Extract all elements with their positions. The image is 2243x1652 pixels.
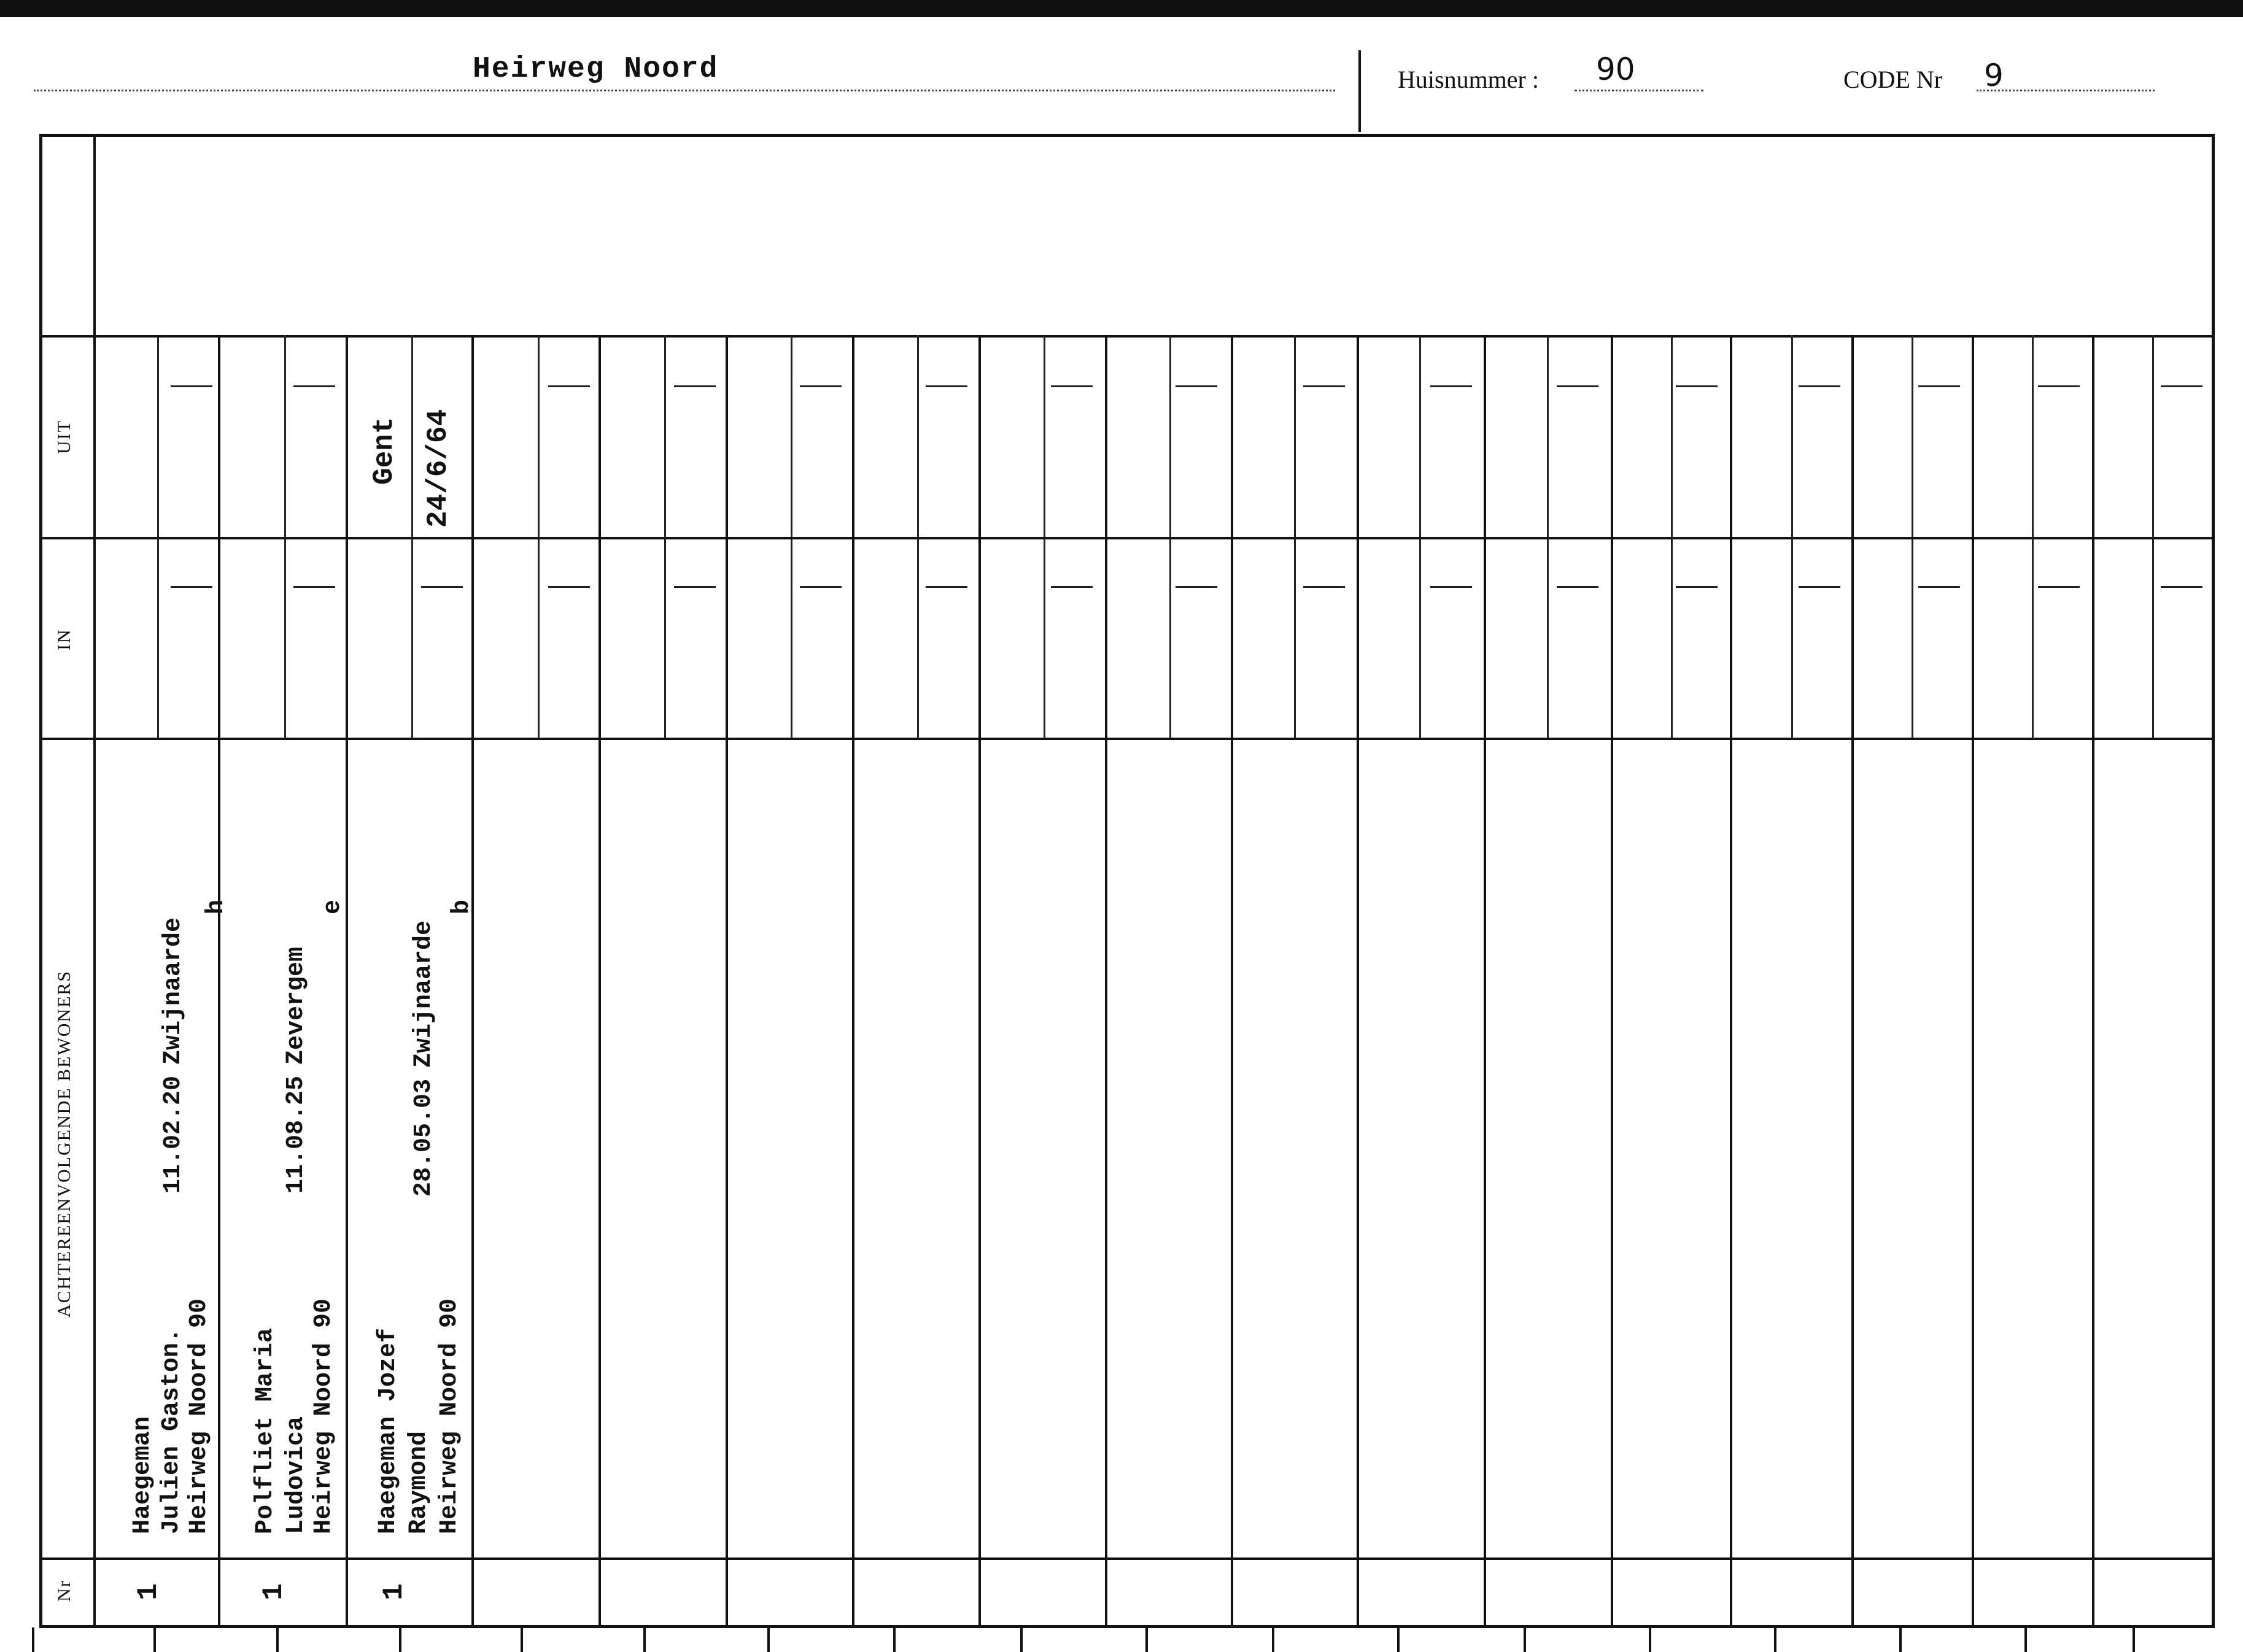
subcol-divider <box>284 335 286 738</box>
resident-surname: Polfliet Maria <box>252 1327 279 1534</box>
bottom-tick <box>1145 1627 1148 1652</box>
col-divider <box>346 335 348 1626</box>
resident-suffix: b <box>448 899 476 914</box>
house-number-label: Huisnummer : <box>1398 66 1539 93</box>
label-column-divider <box>93 136 96 1626</box>
resident-surname: Haegeman Jozef <box>374 1327 402 1534</box>
empty-mark <box>293 586 335 588</box>
empty-mark <box>1430 586 1472 588</box>
resident-surname: Haegeman <box>129 1416 157 1534</box>
uit-date: 24/6/64 <box>422 409 454 528</box>
resident-birth-date: 11.02.20 <box>160 1075 187 1194</box>
bottom-tick <box>2024 1627 2027 1652</box>
empty-mark <box>1557 586 1598 588</box>
empty-mark <box>548 385 590 387</box>
empty-mark <box>674 586 716 588</box>
bottom-tick <box>521 1627 523 1652</box>
col-divider <box>218 335 220 1626</box>
col-divider <box>1484 335 1486 1626</box>
bottom-tick <box>1899 1627 1902 1652</box>
resident-nr: 1 <box>378 1583 410 1600</box>
empty-mark <box>1918 385 1960 387</box>
bottom-tick <box>2133 1627 2135 1652</box>
resident-given-names: Ludovica <box>282 1416 310 1534</box>
col-divider <box>1851 335 1854 1626</box>
bottom-tick <box>399 1627 401 1652</box>
empty-mark <box>926 586 967 588</box>
col-divider <box>726 335 728 1626</box>
empty-mark <box>1303 385 1345 387</box>
col-divider <box>1611 335 1613 1626</box>
section-label-uit: UIT <box>54 420 74 454</box>
resident-birth-place: Zwijnaarde <box>410 920 438 1068</box>
subcol-divider <box>1671 335 1673 738</box>
bottom-tick <box>1649 1627 1651 1652</box>
empty-mark <box>800 586 842 588</box>
col-divider <box>978 335 981 1626</box>
resident-nr: 1 <box>257 1583 290 1600</box>
empty-mark <box>674 385 716 387</box>
header-divider <box>1358 50 1361 132</box>
empty-mark <box>800 385 842 387</box>
subcol-divider <box>1791 335 1793 738</box>
bottom-tick <box>1774 1627 1776 1652</box>
section-label-in: IN <box>54 628 74 650</box>
divider-top-uit-label <box>42 335 95 338</box>
empty-mark <box>2161 385 2202 387</box>
street-name: Heirweg Noord <box>473 53 719 86</box>
subcol-divider <box>664 335 666 738</box>
bottom-tick <box>1020 1627 1023 1652</box>
house-number-value: 90 <box>1596 52 1635 87</box>
subcol-divider <box>538 335 540 738</box>
resident-birth-place: Zevergem <box>282 946 310 1065</box>
section-label-bewoners: ACHTEREENVOLGENDE BEWONERS <box>54 970 74 1318</box>
resident-address: Heirweg Noord 90 <box>185 1298 213 1534</box>
empty-mark <box>926 385 967 387</box>
empty-mark <box>2038 586 2080 588</box>
bottom-tick <box>32 1627 34 1652</box>
empty-mark <box>1303 586 1345 588</box>
bottom-tick <box>1272 1627 1274 1652</box>
code-dots <box>1977 90 2155 91</box>
subcol-divider <box>1547 335 1549 738</box>
bottom-tick <box>643 1627 646 1652</box>
col-divider <box>852 335 854 1626</box>
empty-mark <box>548 586 590 588</box>
resident-suffix: h <box>203 899 230 914</box>
empty-mark <box>1557 385 1598 387</box>
section-label-nr: Nr <box>54 1580 74 1602</box>
resident-suffix: e <box>319 899 347 914</box>
empty-mark <box>1051 385 1093 387</box>
empty-mark <box>2038 385 2080 387</box>
col-divider <box>2092 335 2094 1626</box>
subcol-divider <box>2152 335 2154 738</box>
register-form <box>39 134 2215 1628</box>
bottom-tick <box>893 1627 896 1652</box>
bottom-tick <box>1397 1627 1400 1652</box>
divider-bewoners-nr <box>42 1557 2212 1560</box>
subcol-divider <box>157 335 159 738</box>
resident-address: Heirweg Noord 90 <box>436 1298 463 1534</box>
empty-mark <box>1676 586 1718 588</box>
subcol-divider <box>1044 335 1045 738</box>
resident-birth-date: 28.05.03 <box>410 1078 438 1197</box>
subcol-divider <box>1419 335 1421 738</box>
empty-mark <box>2161 586 2202 588</box>
uit-place: Gent <box>368 417 400 485</box>
empty-mark <box>1676 385 1718 387</box>
empty-mark <box>171 586 212 588</box>
empty-mark <box>1799 385 1840 387</box>
code-value: 9 <box>1984 58 2004 93</box>
divider-in-bewoners <box>42 738 2212 740</box>
subcol-divider <box>2032 335 2034 738</box>
bottom-tick <box>1524 1627 1526 1652</box>
empty-mark <box>1799 586 1840 588</box>
resident-address: Heirweg Noord 90 <box>310 1298 338 1534</box>
col-divider <box>1972 335 1974 1626</box>
empty-mark <box>421 586 463 588</box>
empty-mark <box>1430 385 1472 387</box>
resident-birth-date: 11.08.25 <box>282 1075 310 1194</box>
bottom-tick <box>276 1627 279 1652</box>
col-divider <box>599 335 601 1626</box>
house-number-dots <box>1575 90 1703 91</box>
scan-top-border <box>0 0 2243 17</box>
resident-given-names: Julien Gaston. <box>158 1327 185 1534</box>
col-divider <box>1730 335 1732 1626</box>
empty-mark <box>1176 586 1217 588</box>
subcol-divider <box>1912 335 1913 738</box>
resident-given-names: Raymond <box>405 1430 433 1534</box>
resident-birth-place: Zwijnaarde <box>160 917 187 1065</box>
bottom-tick <box>153 1627 156 1652</box>
divider-uit-in <box>42 537 2212 539</box>
subcol-divider <box>411 335 413 738</box>
subcol-divider <box>791 335 792 738</box>
empty-mark <box>171 385 212 387</box>
col-divider <box>471 335 474 1626</box>
col-divider <box>1231 335 1233 1626</box>
empty-mark <box>1176 385 1217 387</box>
code-label: CODE Nr <box>1843 66 1943 93</box>
subcol-divider <box>1294 335 1296 738</box>
empty-mark <box>293 385 335 387</box>
resident-nr: 1 <box>132 1583 165 1600</box>
empty-mark <box>1918 586 1960 588</box>
bottom-tick <box>767 1627 770 1652</box>
col-divider <box>1105 335 1107 1626</box>
subcol-divider <box>1169 335 1171 738</box>
street-underline <box>34 90 1335 91</box>
subcol-divider <box>917 335 919 738</box>
col-divider <box>1357 335 1359 1626</box>
empty-mark <box>1051 586 1093 588</box>
